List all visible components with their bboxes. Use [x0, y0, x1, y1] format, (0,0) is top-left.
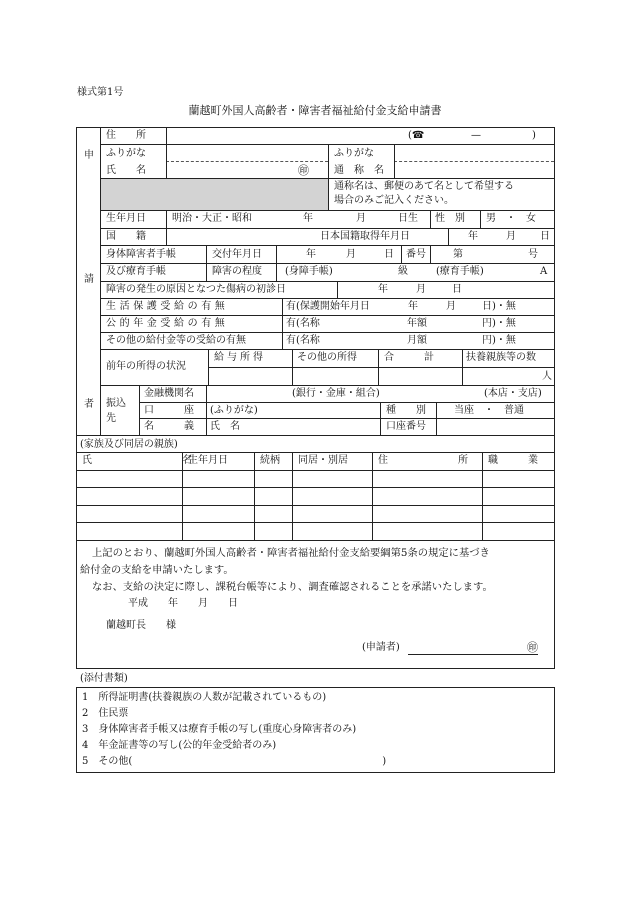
addressee: 蘭越町長 様 [106, 620, 176, 631]
issue-year: 年 [306, 249, 316, 260]
attachment-item-3: 3 身体障害者手帳又は療育手帳の写し(重度心身障害者のみ) [82, 724, 357, 735]
furigana-label: ふりがな [106, 148, 146, 159]
other-benefit-monthly: 月額 [407, 335, 427, 346]
alias-note-1: 通称名は、郵便のあて名として希望する [334, 181, 514, 192]
nationality-field[interactable] [168, 229, 318, 244]
attachment-item-1: 1 所得証明書(扶養親族の人数が記載されているもの) [82, 692, 327, 703]
name-label: 氏 名 [106, 165, 146, 176]
family-col-relation: 続柄 [260, 455, 280, 466]
welfare-label: 生活保護受給の有無 [106, 301, 229, 312]
degree-label: 障害の程度 [212, 266, 262, 277]
birth-month: 月 [356, 213, 366, 224]
exam-year: 年 [378, 284, 388, 295]
sex-label: 性 別 [435, 213, 465, 224]
account-no-label: 口座番号 [386, 421, 426, 432]
phone-dash: — [471, 130, 481, 141]
attachment-item-5: 5 その他( ) [82, 756, 387, 767]
alias-field[interactable] [396, 146, 552, 176]
declaration-line-3: なお、支給の決定に際し、課税台帳等により、調査確認されることを承諾いたします。 [92, 581, 493, 593]
declaration-date: 平成 年 月 日 [128, 598, 238, 609]
income-total: 合 計 [384, 352, 434, 363]
applicant-signature-field[interactable] [408, 640, 528, 654]
issue-date-label: 交付年月日 [212, 249, 262, 260]
side-label-1: 申 [84, 150, 94, 161]
welfare-end: 日)・無 [482, 301, 516, 312]
nat-year: 年 [468, 231, 478, 242]
family-col-address: 住 所 [378, 455, 468, 466]
attachments-label: (添付書類) [80, 673, 128, 684]
alias-furigana-label: ふりがな [334, 148, 374, 159]
nationality-label: 国 籍 [106, 231, 146, 242]
prev-income-label: 前年の所得の状況 [106, 361, 186, 372]
other-benefit-label: その他の給付金等の受給の有無 [106, 335, 246, 346]
number-label: 番号 [406, 249, 426, 260]
disability-book-label-2: 及び療育手帳 [106, 266, 166, 277]
family-col-birth: 生年月日 [188, 455, 228, 466]
transfer-label-1: 振込 [106, 398, 126, 409]
grade-a: A [540, 266, 548, 277]
family-section-label: (家族及び同居の親族) [80, 439, 178, 450]
account-furigana: (ふりがな) [210, 405, 258, 416]
exam-day: 日 [452, 284, 462, 295]
sex-options: 男 ・ 女 [486, 213, 536, 224]
era-options: 明治・大正・昭和 [172, 213, 252, 224]
disability-book-label-1: 身体障害者手帳 [106, 249, 176, 260]
form-number: 様式第1号 [77, 87, 124, 98]
holder-name: 氏 名 [210, 421, 240, 432]
alias-note-2: 場合のみご記入ください。 [334, 195, 454, 206]
pension-yen: 円)・無 [482, 318, 516, 329]
exam-month: 月 [416, 284, 426, 295]
side-label-3: 者 [84, 399, 94, 410]
family-col-cohabit: 同居・別居 [298, 455, 348, 466]
dependents-label: 扶養親族等の数 [466, 352, 536, 363]
family-col-name: 氏 名 [82, 455, 192, 466]
rehab-book: (療育手帳) [436, 266, 484, 277]
alias-label: 通 称 名 [334, 165, 384, 176]
pension-name: 有(名称 [286, 318, 320, 329]
dependents-unit: 人 [542, 371, 552, 382]
type-options: 当座 ・ 普通 [454, 405, 524, 416]
jp-naturalization-label: 日本国籍取得年月日 [320, 231, 410, 242]
attachment-item-4: 4 年金証書等の写し(公的年金受給者のみ) [82, 740, 277, 751]
grade-label: 級 [398, 266, 408, 277]
number-prefix: 第 [453, 249, 463, 260]
holder-label: 名 義 [144, 421, 194, 432]
salary-income: 給与所得 [214, 352, 266, 363]
other-income: その他の所得 [297, 352, 357, 363]
other-benefit-yen: 円)・無 [482, 335, 516, 346]
applicant-label: (申請者) [362, 642, 400, 653]
applicant-seal: ㊞ [527, 641, 538, 654]
welfare-month: 月 [446, 301, 456, 312]
transfer-label-2: 先 [106, 413, 116, 424]
welfare-year: 年 [408, 301, 418, 312]
bank-types: (銀行・金庫・組合) [292, 388, 380, 399]
address-label: 住 所 [106, 130, 146, 141]
branch-types: (本店・支店) [484, 388, 542, 399]
welfare-value: 有(保護開始年月日 [286, 301, 370, 312]
bank-label: 金融機関名 [144, 388, 194, 399]
phone-open: (☎ [408, 130, 425, 141]
other-benefit-name: 有(名称 [286, 335, 320, 346]
account-label: 口 座 [144, 405, 194, 416]
number-suffix: 号 [528, 249, 538, 260]
birth-label: 生年月日 [106, 213, 146, 224]
side-label-2: 請 [84, 274, 94, 285]
nat-day: 日 [540, 231, 550, 242]
physical-book: (身障手帳) [285, 266, 333, 277]
declaration-line-1: 上記のとおり、蘭越町外国人高齢者・障害者福祉給付金支給要綱第5条の規定に基づき [92, 547, 490, 559]
seal-mark: ㊞ [298, 164, 309, 177]
phone-close: ) [532, 130, 536, 141]
pension-annual: 年額 [407, 318, 427, 329]
issue-month: 月 [346, 249, 356, 260]
birth-year: 年 [303, 213, 313, 224]
nat-month: 月 [506, 231, 516, 242]
type-label: 種 別 [386, 405, 426, 416]
declaration-line-2: 給付金の支給を申請いたします。 [80, 564, 234, 576]
first-exam-label: 障害の発生の原因となつた傷病の初診日 [106, 284, 286, 295]
name-field[interactable] [168, 146, 326, 176]
attachment-item-2: 2 住民票 [82, 708, 129, 719]
pension-label: 公的年金受給の有無 [106, 318, 229, 329]
issue-day: 日 [384, 249, 394, 260]
family-col-job: 職 業 [488, 455, 538, 466]
page-title: 蘭越町外国人高齢者・障害者福祉給付金支給申請書 [188, 104, 442, 117]
address-field[interactable] [170, 128, 400, 143]
birth-day: 日生 [398, 213, 418, 224]
